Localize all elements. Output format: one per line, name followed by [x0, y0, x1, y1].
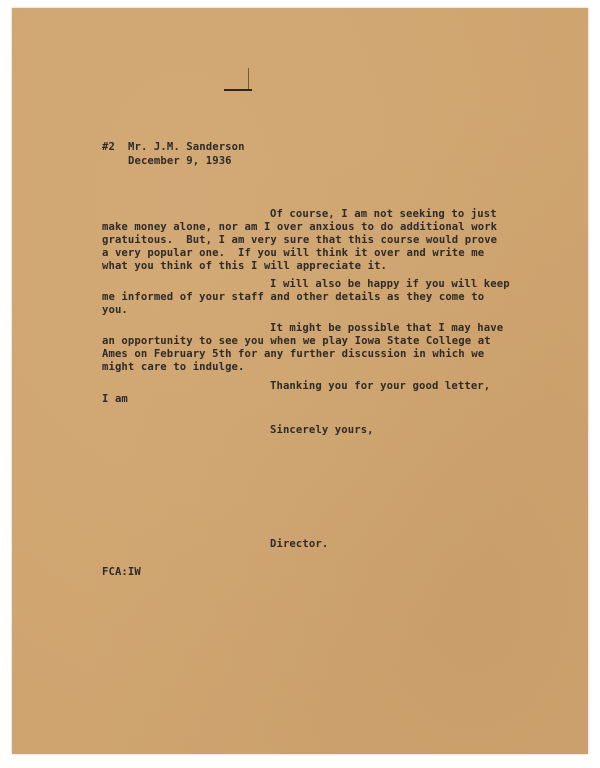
body-line: Ames on February 5th for any further discussion in which we	[102, 348, 485, 360]
typist-initials: FCA:IW	[102, 566, 141, 578]
body-line: make money alone, nor am I over anxious to do additional work	[102, 221, 498, 233]
recipient-name: Mr. J.M. Sanderson	[128, 141, 245, 153]
ink-mark	[248, 68, 249, 90]
signature-title: Director.	[270, 538, 329, 550]
body-line: gratuitous. But, I am very sure that this course would prove	[102, 234, 498, 246]
body-line: me informed of your staff and other details as they come to	[102, 291, 485, 303]
body-line: might care to indulge.	[102, 361, 245, 373]
letter-page	[12, 8, 588, 754]
body-line: what you think of this I will appreciate it.	[102, 260, 388, 272]
page-number: #2	[102, 141, 115, 153]
body-line: an opportunity to see you when we play Iowa State College at	[102, 335, 491, 347]
closing-salutation: Sincerely yours,	[270, 424, 374, 436]
body-line: I am	[102, 393, 128, 405]
body-line: you.	[102, 304, 128, 316]
letter-date: December 9, 1936	[128, 155, 232, 167]
body-line: a very popular one. If you will think it over and write me	[102, 247, 485, 259]
body-line: Of course, I am not seeking to just	[270, 208, 497, 220]
body-line: Thanking you for your good letter,	[270, 380, 491, 392]
body-line: I will also be happy if you will keep	[270, 278, 510, 290]
body-line: It might be possible that I may have	[270, 322, 504, 334]
